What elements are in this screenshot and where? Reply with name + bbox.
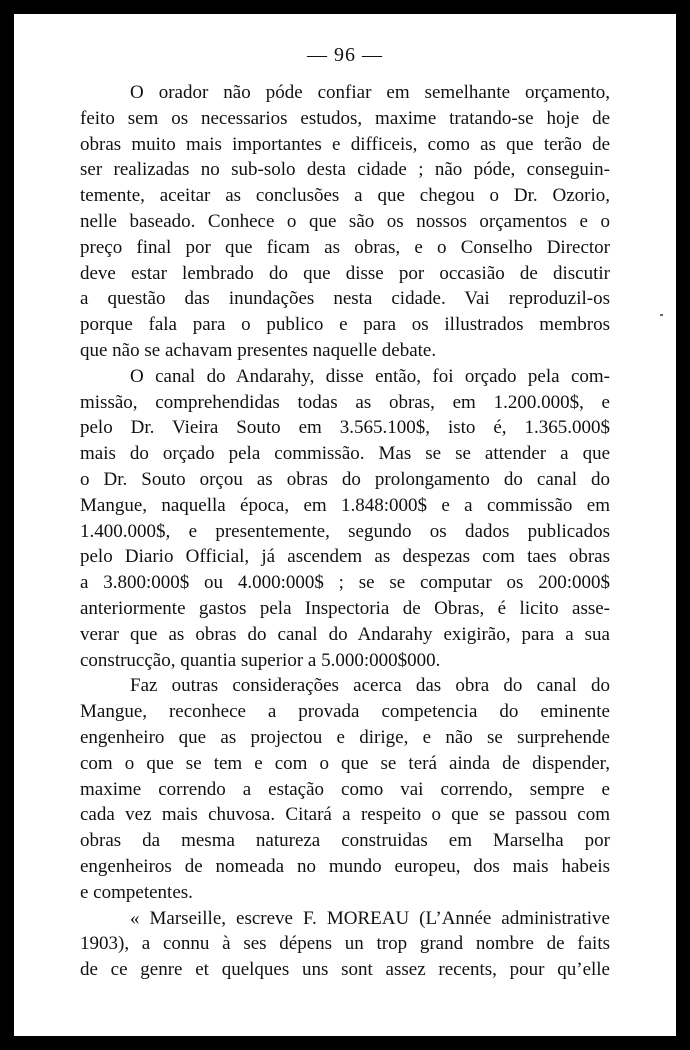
- text-line: pelo Dr. Vieira Souto em 3.565.100$, isto é, 1.365.000$: [80, 417, 610, 439]
- paragraph-2: [80, 364, 610, 674]
- text-line: Mangue, naquella época, em 1.848:000$ e a commissão em: [80, 494, 610, 516]
- text-line: a questão das inundações nesta cidade. Vai reproduzil-os: [80, 288, 610, 310]
- text-line: ser realizadas no sub-solo desta cidade ; não póde, conseguin-: [80, 159, 610, 181]
- text-line: o Dr. Souto orçou as obras do prolongamento do canal do: [80, 468, 610, 490]
- text-line: cada vez mais chuvosa. Citará a respeito o que se passou com: [80, 804, 610, 826]
- text-line: Faz outras considerações acerca das obra do canal do: [130, 675, 610, 697]
- text-line: O canal do Andarahy, disse então, foi orçado pela com-: [130, 365, 610, 387]
- text-line: feito sem os necessarios estudos, maxime tratando-se hoje de: [80, 107, 610, 129]
- text-line: maxime correndo a estação como vai correndo, sempre e: [80, 778, 610, 800]
- text-line: preço final por que ficam as obras, e o Conselho Director: [80, 236, 610, 258]
- text-line: e competentes.: [80, 881, 193, 903]
- text-line: Mangue, reconhece a provada competencia do eminente: [80, 701, 610, 723]
- text-line: temente, aceitar as conclusões a que chegou o Dr. Ozorio,: [80, 185, 610, 207]
- text-line: mais do orçado pela commissão. Mas se se attender a que: [80, 443, 610, 465]
- body-text: [80, 80, 610, 983]
- page-number: — 96 —: [307, 44, 383, 66]
- text-line: O orador não póde confiar em semelhante orçamento,: [130, 82, 610, 103]
- text-line: a 3.800:000$ ou 4.000:000$ ; se se computar os 200:000$: [80, 572, 610, 594]
- text-line: pelo Diario Official, já ascendem as despezas com taes obras: [80, 546, 610, 568]
- text-line: 1.400.000$, e presentemente, segundo os dados publicados: [80, 520, 610, 542]
- text-line: de ce genre et quelques uns sont assez recents, pour qu’elle: [80, 959, 610, 981]
- text-line: verar que as obras do canal do Andarahy exigirão, para a sua: [80, 623, 610, 645]
- document-page: [14, 14, 676, 1036]
- text-line: construcção, quantia superior a 5.000:000$000.: [80, 649, 441, 671]
- text-line: engenheiros de nomeada no mundo europeu, dos mais habeis: [80, 855, 610, 877]
- paragraph-3: [80, 673, 610, 905]
- text-line: engenheiro que as projectou e dirige, e não se surprehende: [80, 726, 610, 748]
- text-line: obras da mesma natureza construidas em Marselha por: [80, 830, 610, 852]
- text-line: nelle baseado. Conhece o que são os nossos orçamentos e o: [80, 210, 610, 232]
- text-line: deve estar lembrado do que disse por occasião de discutir: [80, 262, 610, 284]
- text-line: que não se achavam presentes naquelle debate.: [80, 339, 437, 361]
- paragraph-1: [80, 80, 610, 364]
- text-line: « Marseille, escreve F. MOREAU (L’Année administrative: [130, 907, 610, 929]
- text-line: 1903), a connu à ses dépens un trop grand nombre de faits: [80, 933, 610, 955]
- text-line: missão, comprehendidas todas as obras, em 1.200.000$, e: [80, 391, 610, 413]
- text-line: obras muito mais importantes e difficeis, como as que terão de: [80, 133, 610, 155]
- text-line: anteriormente gastos pela Inspectoria de Obras, é licito asse-: [80, 597, 610, 619]
- scan-speck: [660, 314, 663, 316]
- text-line: com o que se tem e com o que se terá ainda de dispender,: [80, 752, 610, 774]
- text-line: porque fala para o publico e para os illustrados membros: [80, 314, 610, 336]
- paragraph-4: [80, 906, 610, 983]
